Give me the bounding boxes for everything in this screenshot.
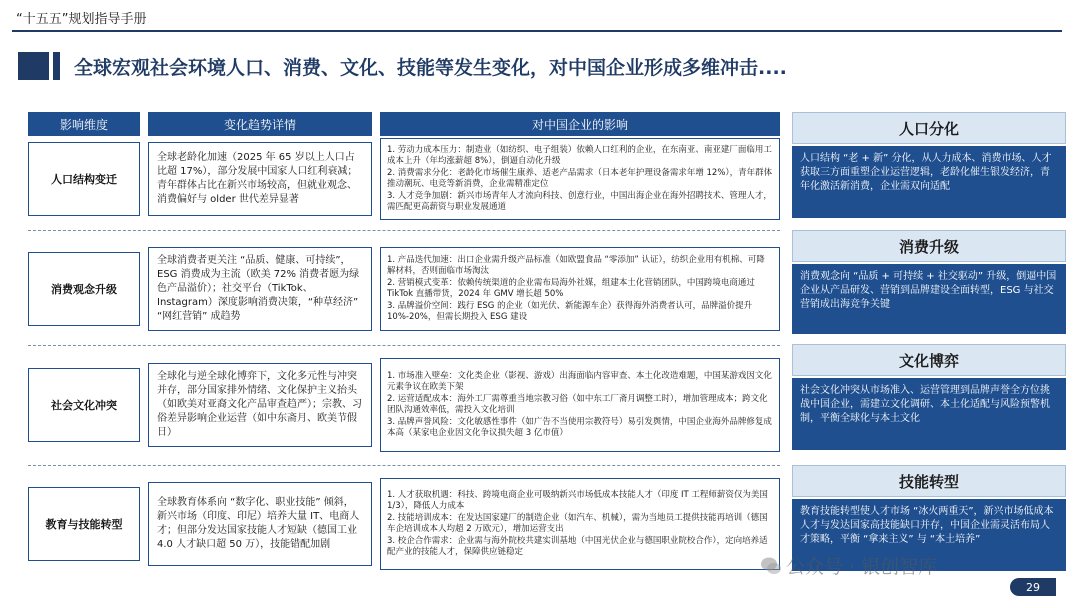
top-header <box>0 0 1080 36</box>
row-divider <box>28 465 780 466</box>
header-divider <box>12 30 1062 32</box>
page-title: 全球宏观社会环境人口、消费、文化、技能等发生变化，对中国企业形成多维冲击.... <box>74 57 787 79</box>
row-trend <box>148 482 372 566</box>
impact-item: 1. 产品迭代加速：出口企业需升级产品标准（如欧盟食品 “零添加” 认证），纺织企业用有机棉、可降解材料，否则面临市场淘汰 <box>387 254 765 276</box>
doc-title: “十五五”规划指导手册 <box>16 12 147 27</box>
impact-item: 2. 技能培训成本：在发达国家建厂的制造企业（如汽车、机械），需为当地员工提供技能再培训（德国车企培训成本人均超 2 万欧元），增加运营支出 <box>387 512 768 534</box>
row-impact <box>380 478 780 570</box>
impact-item: 2. 运营适配成本：海外工厂需尊重当地宗教习俗（如中东工厂斋月调整工时），增加管理成本；跨文化团队沟通效率低，需投入文化培训 <box>387 393 768 415</box>
summary-text: 社会文化冲突从市场准入、运营管理到品牌声誉全方位挑战中国企业，需建立文化调研、本土化适配与风险预警机制，平衡全球化与本土文化 <box>792 378 1066 450</box>
impact-item: 1. 市场准入壁垒：文化类企业（影视、游戏）出海面临内容审查、本土化改造难题，中国某游戏因文化元素争议在欧美下架 <box>387 370 772 392</box>
summary-text: 人口结构 “老 + 新” 分化，从人力成本、消费市场、人才获取三方面重塑企业运营逻辑，老龄化催生银发经济，青年化激活新消费，企业需双向适配 <box>792 146 1066 218</box>
impact-item: 3. 品牌声誉风险：文化敏感性事件（如广告不当使用宗教符号）易引发舆情，中国企业海外品牌修复成本高（某家电企业因文化争议损失超 3 亿市值） <box>387 416 772 438</box>
impact-item: 3. 人才竞争加剧：新兴市场青年人才流向科技、创意行业，中国出海企业在海外招聘技术、管理人才，需匹配更高薪资与职业发展通道 <box>387 190 772 212</box>
row-trend-text: 全球消费者更关注 “品质、健康、可持续”，ESG 消费成为主流（欧美 72% 消费者愿为绿色产品溢价）；社交平台（TikTok、Instagram）深度影响消费决策，“种草经济” “网红营销” 成趋势 <box>157 255 360 322</box>
row-trend-text: 全球化与逆全球化博弈下，文化多元性与冲突并存，部分国家排外情绪、文化保护主义抬头（如欧美对亚裔文化产品审查趋严）；宗教、习俗差异影响企业运营（如中东斋月、欧美节假日） <box>157 371 362 438</box>
row-impact <box>380 247 780 331</box>
column-header-dimension: 影响维度 <box>28 112 140 136</box>
summary-title: 人口分化 <box>792 112 1066 144</box>
summary-text: 消费观念向 “品质 + 可持续 + 社交驱动” 升级，倒逼中国企业从产品研发、营销到品牌建设全面转型，ESG 与社交营销成出海竞争关键 <box>792 264 1066 334</box>
column-header-trend: 变化趋势详情 <box>148 112 372 136</box>
row-dimension: 教育与技能转型 <box>28 487 140 561</box>
impact-item: 2. 营销模式变革：依赖传统渠道的企业需布局海外社媒，组建本土化营销团队，中国跨境电商通过 TikTok 直播带货，2024 年 GMV 增长超 50% <box>387 277 755 299</box>
row-trend <box>148 247 372 331</box>
summary-title: 消费升级 <box>792 230 1066 262</box>
row-trend-text: 全球老龄化加速（2025 年 65 岁以上人口占比超 17%），部分发展中国家人口红利衰减；青年群体占比在新兴市场较高，但就业观念、消费偏好与 older 世代差异显著 <box>157 152 358 205</box>
impact-item: 3. 校企合作需求：企业需与海外院校共建实训基地（中国光伏企业与德国职业院校合作），定向培养适配产业的技能人才，保障供应链稳定 <box>387 535 768 557</box>
impact-item: 2. 消费需求分化：老龄化市场催生康养、适老产品需求（日本老年护理设备需求年增 12%），青年群体推动潮玩、电竞等新消费，企业需精准定位 <box>387 167 773 189</box>
row-divider <box>28 230 780 231</box>
summary-title: 技能转型 <box>792 465 1066 497</box>
row-impact <box>380 138 780 220</box>
summary-text: 教育技能转型使人才市场 “冰火两重天”，新兴市场低成本人才与发达国家高技能缺口并存，中国企业需灵活布局人才策略，平衡 “拿来主义” 与 “本土培养” <box>792 499 1066 571</box>
summary-title: 文化博弈 <box>792 344 1066 376</box>
column-header-impact: 对中国企业的影响 <box>380 112 780 136</box>
impact-item: 3. 品牌溢价空间：践行 ESG 的企业（如光伏、新能源车企）获得海外消费者认可，品牌溢价提升 10%-20%，但需长期投入 ESG 建设 <box>387 300 753 322</box>
row-trend <box>148 142 372 216</box>
row-trend-text: 全球教育体系向 “数字化、职业技能” 倾斜，新兴市场（印度、印尼）培养大量 IT、电商人才；但部分发达国家技能人才短缺（德国工业 4.0 人才缺口超 50 万），技能错配加剧 <box>157 497 360 550</box>
impact-item: 1. 劳动力成本压力：制造业（如纺织、电子组装）依赖人口红利的企业，在东南亚、南亚建厂面临用工成本上升（年均涨薪超 8%），倒逼自动化升级 <box>387 144 772 166</box>
row-dimension: 消费观念升级 <box>28 252 140 326</box>
watermark-text: 公众号 · 银创智库 <box>786 556 938 578</box>
impact-item: 1. 人才获取机遇：科技、跨境电商企业可吸纳新兴市场低成本技能人才（印度 IT 工程师薪资仅为美国 1/3），降低人力成本 <box>387 489 768 511</box>
row-impact <box>380 358 780 452</box>
row-dimension: 社会文化冲突 <box>28 368 140 442</box>
row-divider <box>28 345 780 346</box>
row-dimension: 人口结构变迁 <box>28 142 140 216</box>
page-number: 29 <box>1010 578 1056 596</box>
title-marker-icon <box>18 52 60 80</box>
row-trend <box>148 363 372 447</box>
